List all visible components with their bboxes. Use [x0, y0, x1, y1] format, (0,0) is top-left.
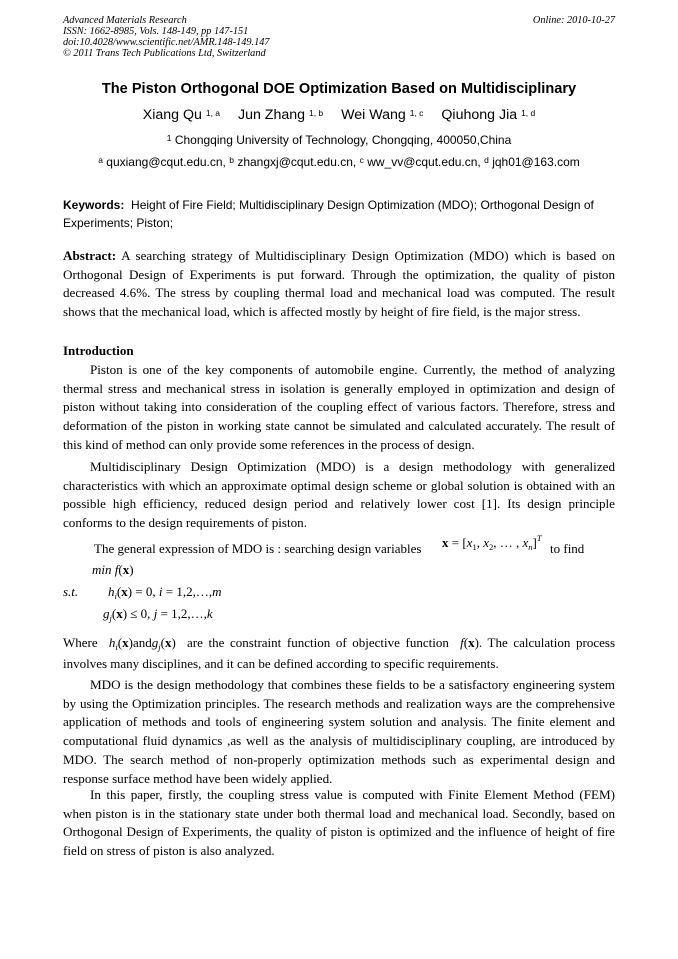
inequality-constraint: $g_j(x) \le 0$, j = 1,2,…,k — [103, 606, 213, 623]
email-link[interactable]: jqh01@163.com — [492, 155, 580, 169]
abstract — [63, 247, 615, 322]
author: Wei Wang $^{1, c}$ — [341, 107, 424, 123]
author: Jun Zhang $^{1, b}$ — [237, 107, 324, 123]
design-variable-vector: $x = [x_1$, $x_2$, … , $x_n]^T$ — [442, 533, 542, 552]
email-link[interactable]: zhangxj@cqut.edu.cn, — [237, 155, 357, 169]
abstract-label: Abstract: — [63, 248, 117, 263]
journal-header — [63, 15, 443, 59]
paper-title: The Piston Orthogonal DOE Optimization Based on Multidisciplinary — [101, 81, 577, 97]
journal-copyright: © 2011 Trans Tech Publications Ltd, Switzerland — [63, 48, 266, 59]
keywords-text: Height of Fire Field; Multidisciplinary Design Optimization (MDO); Orthogonal Design of Experiments; Piston; — [63, 198, 594, 230]
section-heading-introduction: Introduction — [63, 343, 134, 358]
affiliation: $^1$ Chongqing University of Technology, Chongqing, 400050,China — [166, 133, 512, 147]
objective-equation: min f(x) — [92, 562, 134, 577]
equality-constraint: $h_i(x) = 0$, i = 1,2,…,m — [108, 584, 222, 601]
subject-to-label: s.t. — [63, 584, 79, 599]
author-list — [40, 107, 638, 123]
email-link[interactable]: quxiang@cqut.edu.cn, — [106, 155, 226, 169]
intro-paragraph-2: Multidisciplinary Design Optimization (MDO) is a design methodology with generalized characteristics with which an approximate optimal design scheme or global solution is obtained with an possible high efficiency, reduced design period and relatively lower cost [1]. Its design principle conforms to the design requirements of piston. — [63, 459, 615, 531]
mdo-expression-line — [94, 533, 624, 557]
keywords — [63, 196, 615, 232]
intro-paragraph-3: MDO is the design methodology that combines these fields to be a satisfactory engineering system by using the Optimization principles. The research methods and realization ways are the comprehensive application of methods and tools of engineering system solution and analysis. The finite element and computational fluid dynamics ,as well as the analysis of multidisciplinary coupling, are introduced by MDO. The search method of non-properly optimization methods such as experimental design and response surface method have been widely applied. — [63, 677, 615, 786]
author: Qiuhong Jia $^{1, d}$ — [441, 107, 536, 123]
to-find-text: to find — [550, 541, 585, 556]
journal-name: Advanced Materials Research — [63, 15, 187, 26]
email-link[interactable]: ww_vv@cqut.edu.cn, — [367, 155, 481, 169]
author: Xiang Qu $^{1, a}$ — [142, 107, 221, 123]
journal-issn: ISSN: 1662-8985, Vols. 148-149, pp 147-151 — [63, 26, 249, 37]
email-list: $^a$ quxiang@cqut.edu.cn, $^b$ zhangxj@cqut.edu.cn, $^c$ ww_vv@cqut.edu.cn, $^d$ jqh01@163.com — [98, 155, 580, 169]
abstract-text: A searching strategy of Multidisciplinary Design Optimization (MDO) which is based on Orthogonal Design of Experiments is put forward. Through the optimization, the quality of piston decreased 4.6%. The stress by coupling thermal load and mechanical load was computed. The result shows that the mechanical load, which is affected mostly by height of fire field, is the major stress. — [63, 248, 615, 320]
intro-paragraph-1: Piston is one of the key components of automobile engine. Currently, the method of analyzing thermal stress and mechanical stress in isolation is generally employed in optimization and design of piston without taking into consideration of the coupling effect of various factors. Therefore, stress and deformation of the piston in working state cannot be simulated and calculated accurately. The result of this kind of method can only provide some references in the process of design. — [63, 362, 615, 452]
mdo-intro-text: The general expression of MDO is : searching design variables — [94, 541, 422, 556]
intro-paragraph-4: In this paper, firstly, the coupling stress value is computed with Finite Element Method (FEM) when piston is in the stationary state under both thermal load and mechanical load. Secondly, based on Orthogonal Design of Experiments, the quality of piston is optimized and the influence of height of fire field on stress of piston is also analyzed. — [63, 787, 615, 859]
keywords-label: Keywords: — [63, 198, 125, 212]
online-date: Online: 2010-10-27 — [532, 15, 615, 26]
where-paragraph: Where $h_i(x)andg_j(x)$ are the constraint function of objective function f(x). The calculation process involves many disciplines, and it can be defined according to specific requirements. — [63, 635, 615, 671]
journal-doi[interactable]: doi:10.4028/www.scientific.net/AMR.148-149.147 — [63, 37, 270, 48]
